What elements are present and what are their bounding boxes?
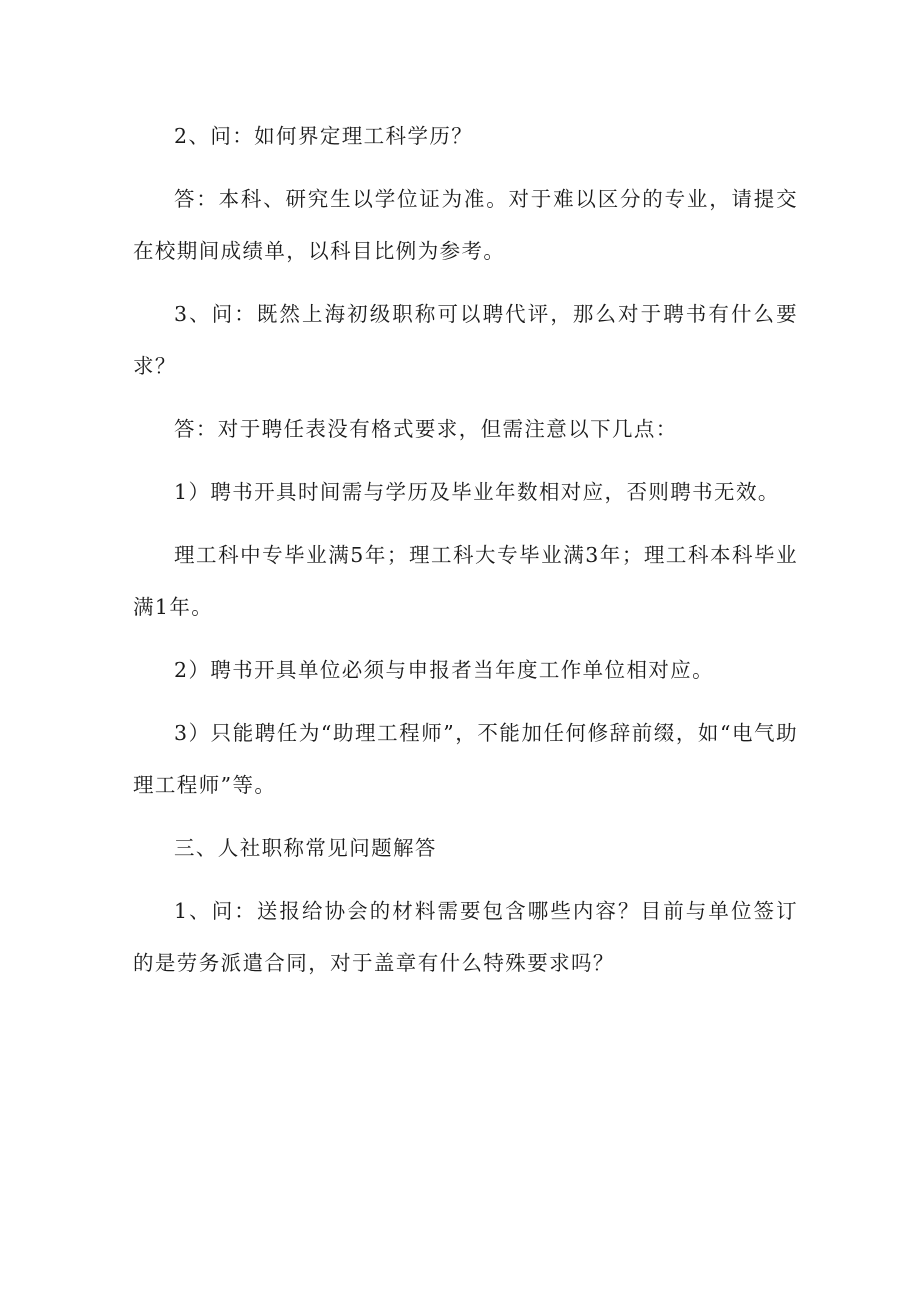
answer-3-point-3: 3）只能聘任为“助理工程师”，不能加任何修辞前缀，如“电气助理工程师”等。 [133, 721, 798, 797]
answer-3-point-1-detail: 理工科中专毕业满5年；理工科大专毕业满3年；理工科本科毕业满1年。 [133, 543, 798, 619]
question-3: 3、问：既然上海初级职称可以聘代评，那么对于聘书有什么要求？ [133, 302, 798, 378]
section-3-question-1: 1、问：送报给协会的材料需要包含哪些内容？目前与单位签订的是劳务派遣合同，对于盖章有什么特殊要求吗？ [133, 899, 798, 975]
question-2: 2、问：如何界定理工科学历？ [174, 124, 474, 148]
answer-3-point-2: 2）聘书开具单位必须与申报者当年度工作单位相对应。 [174, 658, 715, 682]
answer-3-point-1: 1）聘书开具时间需与学历及毕业年数相对应，否则聘书无效。 [174, 480, 780, 504]
section-heading-3: 三、人社职称常见问题解答 [174, 836, 437, 860]
answer-2: 答：本科、研究生以学位证为准。对于难以区分的专业，请提交在校期间成绩单，以科目比例为参考。 [133, 187, 798, 263]
document-body [133, 110, 798, 1000]
answer-3-intro: 答：对于聘任表没有格式要求，但需注意以下几点： [174, 417, 678, 441]
